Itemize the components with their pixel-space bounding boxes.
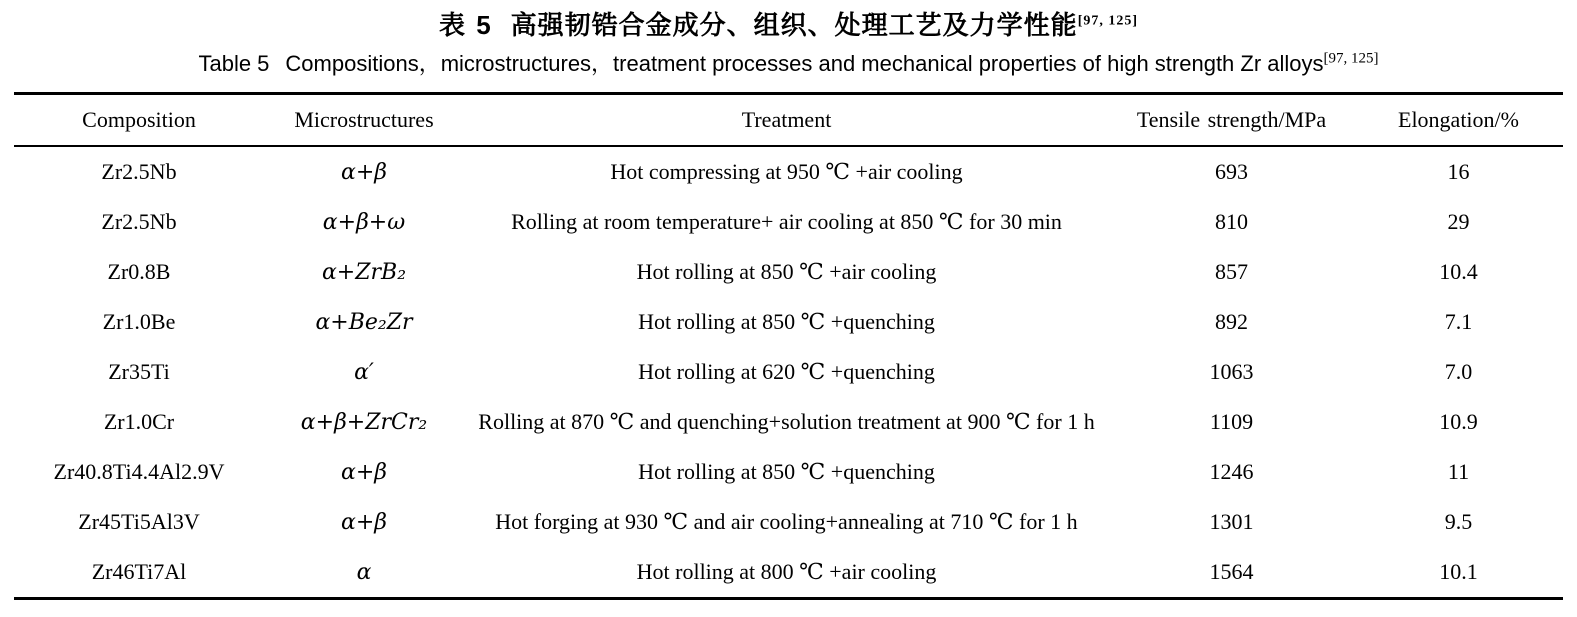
table-header-row (14, 94, 1563, 147)
table-row (14, 347, 1563, 397)
table-title-english-text: Compositions，microstructures，treatment processes and mechanical properties of high strength Zr alloys (285, 51, 1324, 76)
cell-elongation: 7.1 (1444, 309, 1473, 334)
cell-microstructure: α+β+ZrCr₂ (300, 409, 428, 435)
column-header-elongation: Elongation/% (1354, 94, 1563, 147)
table-row (14, 247, 1563, 297)
cell-microstructure: α (356, 559, 372, 585)
cell-elongation: 10.1 (1439, 559, 1478, 584)
table-row (14, 297, 1563, 347)
table-row (14, 397, 1563, 447)
cell-composition: Zr1.0Be (102, 309, 176, 334)
cell-tensile-strength: 693 (1215, 159, 1248, 184)
cell-elongation: 11 (1447, 459, 1470, 484)
table-number-english: Table 5 (198, 51, 270, 76)
table-row (14, 497, 1563, 547)
cell-treatment: Hot rolling at 800 ℃ +air cooling (636, 559, 937, 584)
column-header-tensile-strength: Tensile strength/MPa (1109, 94, 1354, 147)
cell-composition: Zr2.5Nb (101, 159, 177, 184)
cell-composition: Zr2.5Nb (101, 209, 177, 234)
cell-tensile-strength: 892 (1215, 309, 1248, 334)
cell-tensile-strength: 1301 (1209, 509, 1254, 534)
cell-treatment: Hot rolling at 620 ℃ +quenching (638, 359, 935, 384)
cell-treatment: Rolling at room temperature+ air cooling at 850 ℃ for 30 min (511, 209, 1062, 234)
cell-tensile-strength: 857 (1215, 259, 1248, 284)
citation-reference-english: [97, 125] (1323, 50, 1379, 67)
cell-composition: Zr35Ti (108, 359, 170, 384)
table-row (14, 547, 1563, 599)
cell-elongation: 29 (1447, 209, 1470, 234)
alloy-properties-table (14, 92, 1563, 600)
cell-treatment: Hot forging at 930 ℃ and air cooling+annealing at 710 ℃ for 1 h (495, 509, 1078, 534)
table-title-chinese-text: 高强韧锆合金成分、组织、处理工艺及力学性能 (510, 10, 1078, 40)
cell-elongation: 10.4 (1439, 259, 1478, 284)
table-row (14, 197, 1563, 247)
column-header-treatment: Treatment (464, 94, 1109, 147)
cell-composition: Zr46Ti7Al (91, 559, 187, 584)
cell-microstructure: α′ (354, 359, 374, 385)
cell-composition: Zr45Ti5Al3V (78, 509, 200, 534)
table-title-english (0, 48, 1577, 80)
cell-tensile-strength: 810 (1215, 209, 1248, 234)
cell-composition: Zr0.8B (107, 259, 171, 284)
table-row (14, 146, 1563, 197)
cell-tensile-strength: 1109 (1209, 409, 1254, 434)
cell-elongation: 10.9 (1439, 409, 1478, 434)
cell-microstructure: α+ZrB₂ (321, 259, 407, 285)
cell-composition: Zr1.0Cr (103, 409, 175, 434)
table-title-chinese (0, 0, 1577, 42)
cell-microstructure: α+β (340, 509, 387, 535)
cell-treatment: Hot rolling at 850 ℃ +quenching (638, 309, 935, 334)
cell-treatment: Hot compressing at 950 ℃ +air cooling (610, 159, 963, 184)
cell-tensile-strength: 1564 (1209, 559, 1254, 584)
table-number-chinese: 表 5 (438, 10, 493, 40)
cell-microstructure: α+Be₂Zr (315, 309, 413, 335)
cell-elongation: 7.0 (1444, 359, 1473, 384)
cell-treatment: Hot rolling at 850 ℃ +air cooling (636, 259, 937, 284)
cell-microstructure: α+β+ω (322, 209, 406, 235)
cell-tensile-strength: 1246 (1209, 459, 1254, 484)
cell-composition: Zr40.8Ti4.4Al2.9V (53, 459, 225, 484)
cell-elongation: 16 (1447, 159, 1470, 184)
cell-elongation: 9.5 (1444, 509, 1473, 534)
table-row (14, 447, 1563, 497)
column-header-composition: Composition (14, 94, 264, 147)
cell-treatment: Hot rolling at 850 ℃ +quenching (638, 459, 935, 484)
column-header-microstructures: Microstructures (264, 94, 464, 147)
cell-microstructure: α+β (340, 459, 387, 485)
cell-microstructure: α+β (340, 159, 387, 185)
cell-treatment: Rolling at 870 ℃ and quenching+solution treatment at 900 ℃ for 1 h (478, 409, 1095, 434)
cell-tensile-strength: 1063 (1209, 359, 1254, 384)
citation-reference-chinese: [97, 125] (1077, 13, 1139, 29)
